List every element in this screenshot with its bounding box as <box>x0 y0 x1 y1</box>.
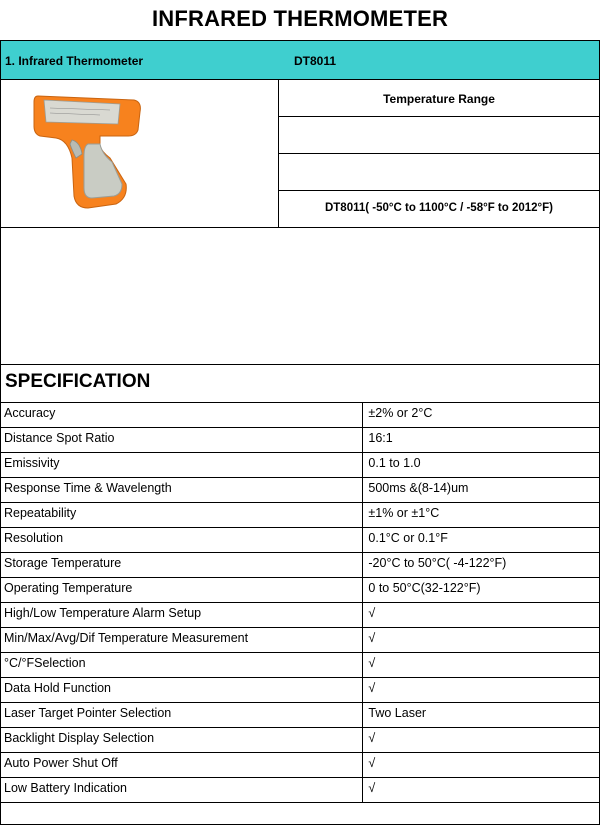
range-value: DT8011( -50°C to 1100°C / -58°F to 2012°F) <box>324 202 554 214</box>
table-row <box>1 478 600 503</box>
table-row <box>1 403 600 428</box>
range-row-3 <box>279 154 599 191</box>
product-name: 1. Infrared Thermometer <box>5 54 144 68</box>
spec-label: Emissivity <box>1 453 363 478</box>
spec-label: Low Battery Indication <box>1 778 363 803</box>
spec-label: High/Low Temperature Alarm Setup <box>1 603 363 628</box>
spec-value: √ <box>363 678 600 703</box>
table-row <box>1 528 600 553</box>
specification-table <box>0 402 600 803</box>
table-row <box>1 678 600 703</box>
table-row <box>1 603 600 628</box>
spec-value: 16:1 <box>363 428 600 453</box>
spec-label: Laser Target Pointer Selection <box>1 703 363 728</box>
spec-label: Backlight Display Selection <box>1 728 363 753</box>
spec-value: 0 to 50°C(32-122°F) <box>363 578 600 603</box>
table-row <box>1 428 600 453</box>
table-row <box>1 578 600 603</box>
spec-value: 0.1 to 1.0 <box>363 453 600 478</box>
table-row <box>1 553 600 578</box>
blank-area <box>1 227 599 364</box>
table-row <box>1 778 600 803</box>
spec-value: √ <box>363 603 600 628</box>
section-divider <box>0 364 600 365</box>
spec-value: √ <box>363 628 600 653</box>
table-row <box>1 703 600 728</box>
spec-value: 500ms &(8-14)um <box>363 478 600 503</box>
spec-value: ±1% or ±1°C <box>363 503 600 528</box>
table-row <box>1 753 600 778</box>
table-row <box>1 628 600 653</box>
spec-label: Repeatability <box>1 503 363 528</box>
spec-value: √ <box>363 728 600 753</box>
table-row <box>1 503 600 528</box>
specification-heading: SPECIFICATION <box>5 371 151 392</box>
spec-value: ±2% or 2°C <box>363 403 600 428</box>
range-heading-cell <box>279 80 599 117</box>
spec-value: √ <box>363 653 600 678</box>
spec-value: -20°C to 50°C( -4-122°F) <box>363 553 600 578</box>
range-value-cell <box>279 191 599 227</box>
product-header-bar <box>1 41 599 80</box>
spec-label: Resolution <box>1 528 363 553</box>
spec-label: Data Hold Function <box>1 678 363 703</box>
page-title: INFRARED THERMOMETER <box>151 6 449 31</box>
spec-label: Storage Temperature <box>1 553 363 578</box>
range-heading: Temperature Range <box>383 92 495 106</box>
spec-label: Accuracy <box>1 403 363 428</box>
thermometer-image <box>30 88 148 213</box>
table-row <box>1 728 600 753</box>
spec-label: Auto Power Shut Off <box>1 753 363 778</box>
range-row-2 <box>279 117 599 154</box>
spec-value: √ <box>363 753 600 778</box>
spec-value: 0.1°C or 0.1°F <box>363 528 600 553</box>
table-row <box>1 653 600 678</box>
spec-label: °C/°FSelection <box>1 653 363 678</box>
product-model: DT8011 <box>294 54 337 68</box>
spec-label: Operating Temperature <box>1 578 363 603</box>
spec-label: Response Time & Wavelength <box>1 478 363 503</box>
spec-value: Two Laser <box>363 703 600 728</box>
table-row <box>1 453 600 478</box>
spec-value: √ <box>363 778 600 803</box>
spec-label: Min/Max/Avg/Dif Temperature Measurement <box>1 628 363 653</box>
spec-label: Distance Spot Ratio <box>1 428 363 453</box>
